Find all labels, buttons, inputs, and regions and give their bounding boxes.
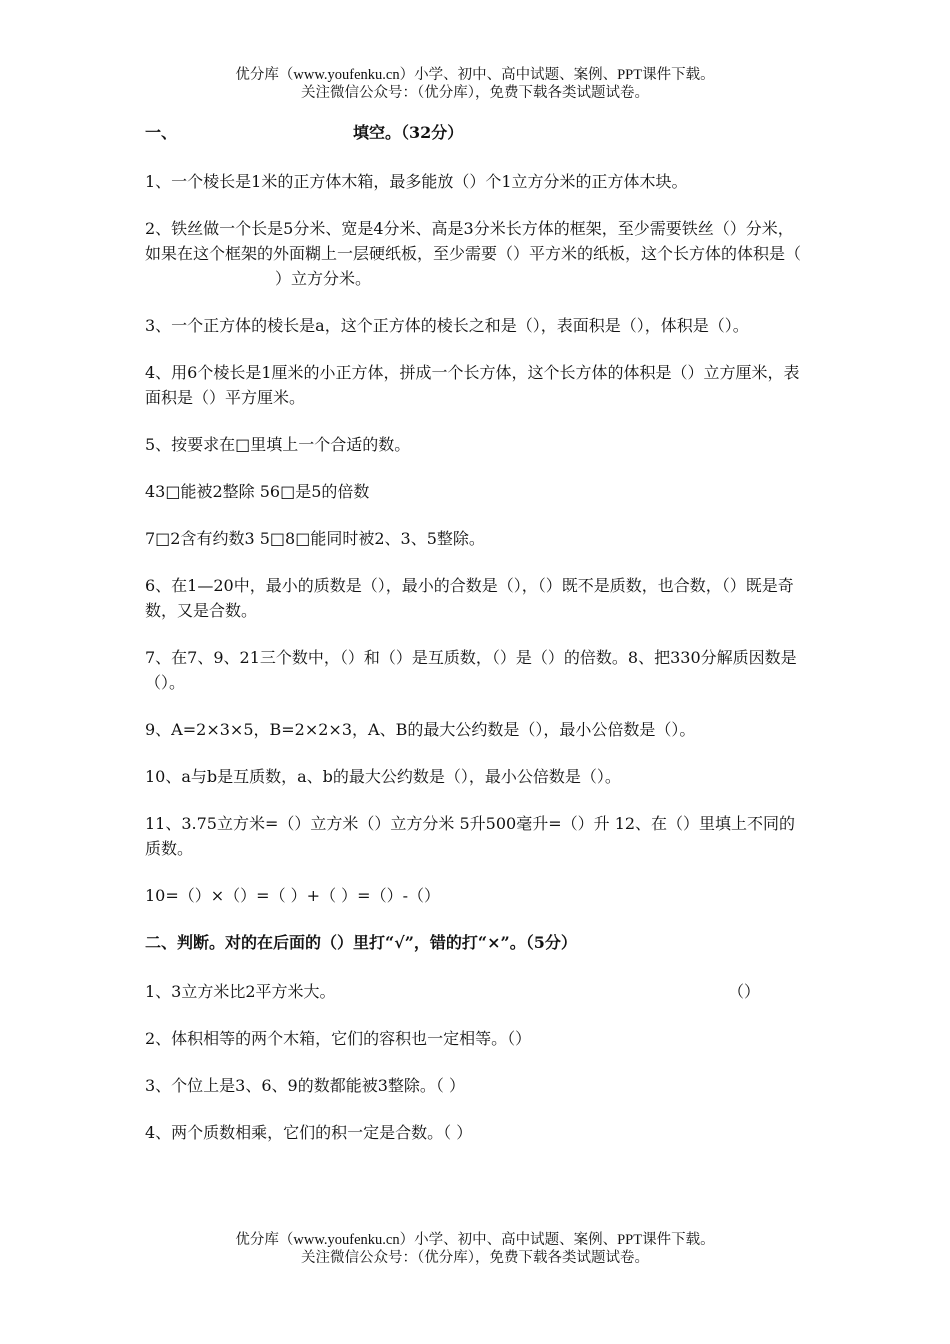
page-header (0, 66, 950, 102)
question-5: 5、按要求在□里填上一个合适的数。 (145, 435, 411, 454)
question-2-text: 2、铁丝做一个长是5分米、宽是4分米、高是3分米长方体的框架，至少需要铁丝（）分米，如果在这个框架的外面糊上一层硬纸板，至少需要（）平方米的纸板，这个长方体的体积是（ (145, 219, 802, 263)
question-9: 9、A=2×3×5，B=2×2×3，A、B的最大公约数是（），最小公倍数是（）。 (145, 720, 696, 739)
question-2-tail: ）立方分米。 (275, 269, 372, 288)
section1-number: 一、 (145, 123, 178, 142)
question-4: 4、用6个棱长是1厘米的小正方体，拼成一个长方体，这个长方体的体积是（）立方厘米，表面积是（）平方厘米。 (145, 363, 800, 407)
question-5-line-a: 43□能被2整除 56□是5的倍数 (145, 482, 370, 501)
header-line-2: 关注微信公众号：（优分库），免费下载各类试题试卷。 (301, 85, 649, 101)
question-11-12: 11、3.75立方米=（）立方米（）立方分米 5升500毫升=（）升 12、在（）里填上不同的质数。 (145, 814, 796, 858)
section2-heading: 二、判断。对的在后面的（）里打“√”，错的打“×”。（5分） (145, 933, 577, 952)
section1-title: 填空。（32分） (353, 123, 464, 142)
question-6: 6、在1—20中，最小的质数是（），最小的合数是（），（）既不是质数，也合数，（）既是奇数，又是合数。 (145, 576, 794, 620)
footer-line-2: 关注微信公众号：（优分库），免费下载各类试题试卷。 (301, 1250, 649, 1266)
judge-4: 4、两个质数相乘，它们的积一定是合数。（ ） (145, 1123, 473, 1142)
question-10: 10、a与b是互质数，a、b的最大公约数是（），最小公倍数是（）。 (145, 767, 621, 786)
question-7-8: 7、在7、9、21三个数中，（）和（）是互质数，（）是（）的倍数。8、把330分解质因数是（）。 (145, 648, 797, 692)
footer-line-1: 优分库（www.youfenku.cn）小学、初中、高中试题、案例、PPT课件下载。 (235, 1232, 715, 1248)
question-12-equation: 10=（）×（）=（ ）+（ ）=（）-（） (145, 886, 440, 905)
question-3: 3、一个正方体的棱长是a，这个正方体的棱长之和是（），表面积是（），体积是（）。 (145, 316, 749, 335)
judge-1 (145, 979, 805, 1004)
judge-1-text: 1、3立方米比2平方米大。 (145, 982, 336, 1001)
section1-heading (145, 120, 805, 145)
judge-1-blank: （） (727, 982, 760, 1001)
question-2 (145, 216, 805, 291)
header-line-1: 优分库（www.youfenku.cn）小学、初中、高中试题、案例、PPT课件下载。 (235, 67, 715, 83)
question-1: 1、一个棱长是1米的正方体木箱，最多能放（）个1立方分米的正方体木块。 (145, 172, 688, 191)
question-5-line-b: 7□2含有约数3 5□8□能同时被2、3、5整除。 (145, 529, 485, 548)
judge-3: 3、个位上是3、6、9的数都能被3整除。（ ） (145, 1076, 465, 1095)
worksheet-body (145, 120, 805, 1167)
judge-2: 2、体积相等的两个木箱，它们的容积也一定相等。（） (145, 1029, 532, 1048)
page-footer (0, 1231, 950, 1267)
